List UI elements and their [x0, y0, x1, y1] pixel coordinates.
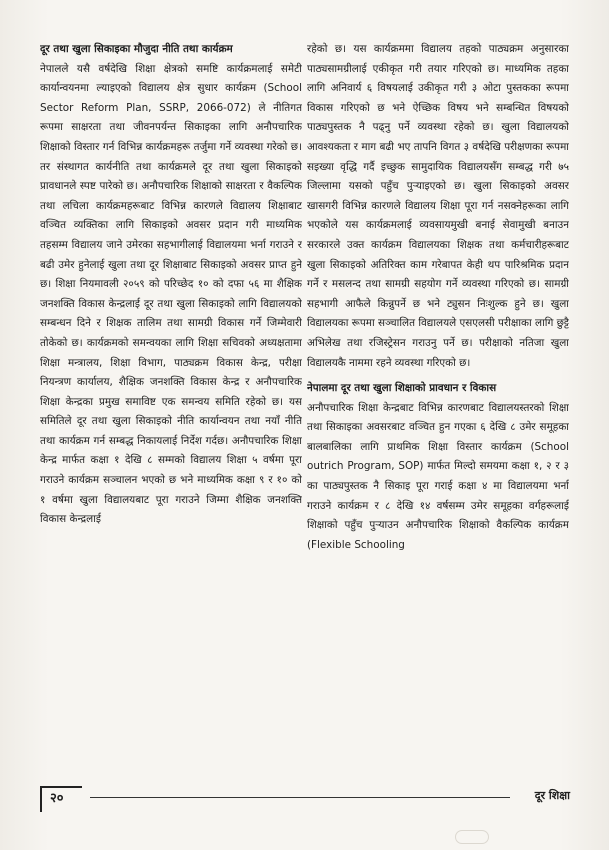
- faint-stamp-mark: [455, 830, 489, 844]
- section-heading-policies: दूर तथा खुला सिकाइका मौजुदा नीति तथा कार्यक्रम: [40, 43, 233, 55]
- footer-divider: [90, 797, 510, 798]
- body-paragraph: अनौपचारिक शिक्षा केन्द्रबाट विभिन्न कारणबाट विद्यालयस्तरको शिक्षा तथा सिकाइका अवसरबाट वञ्चित हुन गएका ६ देखि ८ उमेर समूहका बालबालिका लागि प्राथमिक शिक्षा विस्तार कार्यक्रम (School outrich Program, SOP) मार्फत मिल्दो समयमा कक्षा १, २ र ३ का पाठ्यपुस्तक नै सिकाइ पूरा गराई कक्षा ४ मा विद्यालयमा भर्ना गराउने कार्यक्रम र ८ देखि १४ वर्षसम्म उमेर समूहका वर्गहरूलाई शिक्षाको पहुँच पुऱ्याउन अनौपचारिक शिक्षाको वैकल्पिक कार्यक्रम (Flexible Schooling: [307, 401, 569, 551]
- body-paragraph: रहेको छ। यस कार्यक्रममा विद्यालय तहको पाठ्यक्रम अनुसारका पाठ्यसामग्रीलाई एकीकृत गरी तयार गरिएको छ। माध्यमिक तहका लागि अनिवार्य ६ विषयलाई उकीकृत गरी ३ ओटा पुस्तकका रूपमा विकास गरिएको छ भने ऐच्छिक विषय भने सम्बन्धित विषयको पाठ्यपुस्तक नै पढ्नु पर्ने व्यवस्था रहेको छ। खुला विद्यालयको आवश्यकता र माग बढी भए तापनि विगत ३ वर्षदेखि परीक्षणका रूपमा सइख्या वृद्धि गर्दै इच्छुक सामुदायिक विद्यालयसँग सम्बद्ध गरी ७५ जिल्लामा यसको पहुँच पुऱ्याइएको छ। खुला सिकाइको अवसर खासगरी विभिन्न कारणले विद्यालय शिक्षा पूरा गर्न नसक्नेहरूका लागि भएकोले यस कार्यक्रमलाई व्यवसायमुखी बनाई सेवामुखी बनाउन सरकारले उक्त कार्यक्रम विद्यालयका शिक्षक तथा कर्मचारीहरूबाट खुला सिकाइको अतिरिक्त काम गरेबापत केही थप पारिश्रमिक प्रदान गर्ने र मसलन्द तथा सामग्री सहयोग गर्ने व्यवस्था गरिएको छ। सामग्री सहभागी आफैले किन्नुपर्ने छ भने ट्युसन निःशुल्क हुने छ। खुला विद्यालयका रूपमा सञ्चालित विद्यालयले एसएलसी परीक्षाका लागि छुट्टै अभिलेख तथा रजिस्ट्रेसन गराउनु पर्ने छ। परीक्षाको नतिजा खुला विद्यालयकै नाममा रहने व्यवस्था गरिएको छ।: [307, 43, 569, 369]
- left-column: [40, 40, 302, 782]
- page-footer: [40, 786, 570, 816]
- page-number: २०: [50, 791, 64, 806]
- body-paragraph: नेपालले यसै वर्षदेखि शिक्षा क्षेत्रको समष्टि कार्यक्रमलाई समेटी कार्यान्वयनमा ल्याइएको विद्यालय क्षेत्र सुधार कार्यक्रम (School Sector Reform Plan, SSRP, 2066-072) ले नीतिगत रूपमा साक्षरता तथा जीवनपर्यन्त सिकाइका लागि अनौपचारिक शिक्षाको विस्तार गर्न विभिन्न कार्यक्रमहरू तर्जुमा गर्ने व्यवस्था गरेको छ। तर संस्थागत कार्यनीति तथा कार्यक्रमले दूर तथा खुला सिकाइको प्रावधानले स्पष्ट पारेको छ। अनौपचारिक शिक्षाको साक्षरता र वैकल्पिक तथा लचिला कार्यक्रमहरूबाट विभिन्न कारणले विद्यालय शिक्षाबाट वञ्चित व्यक्तिका लागि सिकाइको अवसर प्रदान गरी माध्यमिक तहसम्म विद्यालय जाने उमेरका सहभागीलाई विद्यालयमा भर्ना गराउने र बढी उमेर हुनेलाई खुला तथा दूर शिक्षाबाट सिकाइको अवसर प्राप्त हुने छ। शिक्षा नियमावली २०५९ को परिच्छेद १० को दफा ५६ मा शैक्षिक जनशक्ति विकास केन्द्रलाई दूर तथा खुला सिकाइको लागि विद्यालयको सम्बन्धन दिने र शिक्षक तालिम तथा सामग्री विकास गर्ने जिम्मेवारी तोकेको छ। कार्यक्रमको समन्वयका लागि शिक्षा सचिवको अध्यक्षतामा शिक्षा मन्त्रालय, शिक्षा विभाग, पाठ्यक्रम विकास केन्द्र, परीक्षा नियन्त्रण कार्यालय, शैक्षिक जनशक्ति विकास केन्द्र र अनौपचारिक शिक्षा केन्द्रका प्रमुख समाविष्ट एक समन्वय समिति रहेको छ। यस समितिले दूर तथा खुला सिकाइको नीति कार्यान्वयन तथा नयाँ नीति तथा कार्यक्रम गर्न सम्बद्ध निकायलाई निर्देश गर्दछ। अनौपचारिक शिक्षा केन्द्र मार्फत कक्षा १ देखि ८ सम्मको विद्यालय शिक्षा ५ वर्षमा पूरा गराउने कार्यक्रम सञ्चालन भएको छ भने माध्यमिक कक्षा ९ र १० को १ वर्षमा खुला विद्यालयबाट पूरा गराउने जिम्मा शैक्षिक जनशक्ति विकास केन्द्रलाई: [40, 62, 302, 526]
- journal-name: दूर शिक्षा: [534, 789, 570, 802]
- right-column: [307, 40, 569, 782]
- section-heading-provisions: नेपालमा दूर तथा खुला शिक्षाको प्रावधान र विकास: [307, 382, 497, 395]
